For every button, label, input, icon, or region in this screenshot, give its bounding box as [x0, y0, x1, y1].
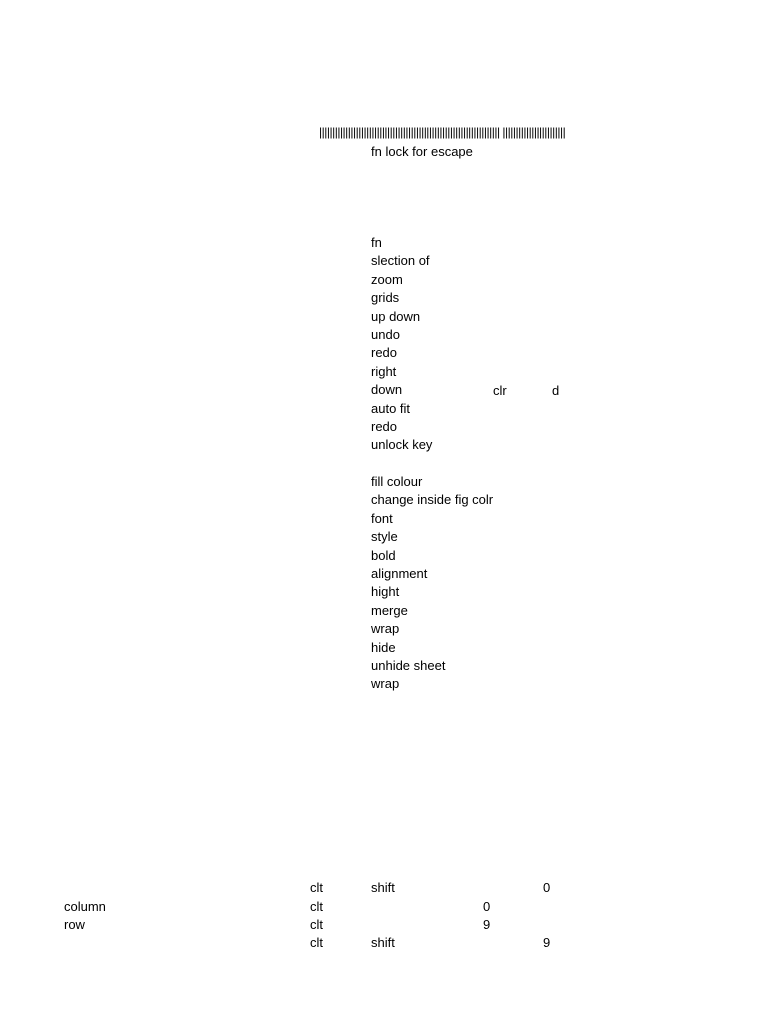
table-cell-value: 9 — [483, 917, 491, 932]
list-item: wrap — [371, 676, 400, 692]
down-clr-cell: clr — [493, 383, 507, 398]
shortcut-list-navigation — [371, 234, 432, 455]
bar-marks: ||||||||||||||||||||||||||||||||||||||||||||||||||||||||||||||||||||| |||||||||||||||||||||||| — [319, 125, 566, 139]
list-item: redo — [371, 418, 398, 434]
list-item: hight — [371, 584, 400, 600]
table-cell-key2: shift — [371, 935, 395, 950]
list-item: merge — [371, 602, 408, 618]
table-cell-key1: clt — [310, 917, 323, 932]
table-cell-key1: clt — [310, 880, 323, 895]
list-item: auto fit — [371, 400, 411, 416]
table-cell-label: column — [64, 899, 106, 914]
list-item: change inside fig colr — [371, 492, 494, 508]
list-item: undo — [371, 326, 400, 342]
table-cell-label: row — [64, 917, 85, 932]
table-cell-key1: clt — [310, 935, 323, 950]
list-item: fn — [371, 235, 382, 250]
down-d-cell: d — [552, 383, 560, 398]
list-item: slection of — [371, 253, 430, 269]
table-cell-key2: shift — [371, 880, 395, 895]
list-item: wrap — [371, 621, 400, 637]
list-item: down — [371, 382, 403, 398]
list-item: alignment — [371, 565, 428, 581]
table-cell-value: 0 — [543, 880, 551, 895]
list-item: unlock key — [371, 437, 433, 453]
list-item: zoom — [371, 271, 403, 287]
list-item: hide — [371, 639, 396, 655]
list-item: fill colour — [371, 474, 423, 489]
list-item: style — [371, 529, 398, 545]
table-cell-value: 0 — [483, 899, 491, 914]
list-item: grids — [371, 290, 400, 306]
list-item: unhide sheet — [371, 657, 446, 673]
list-item: font — [371, 510, 393, 526]
list-item: redo — [371, 345, 398, 361]
fn-lock-note: fn lock for escape — [371, 144, 473, 159]
list-item: up down — [371, 308, 421, 324]
list-item: right — [371, 363, 397, 379]
table-cell-value: 9 — [543, 935, 551, 950]
table-cell-key1: clt — [310, 899, 323, 914]
list-item: bold — [371, 547, 396, 563]
shortcut-list-formatting — [371, 473, 493, 694]
